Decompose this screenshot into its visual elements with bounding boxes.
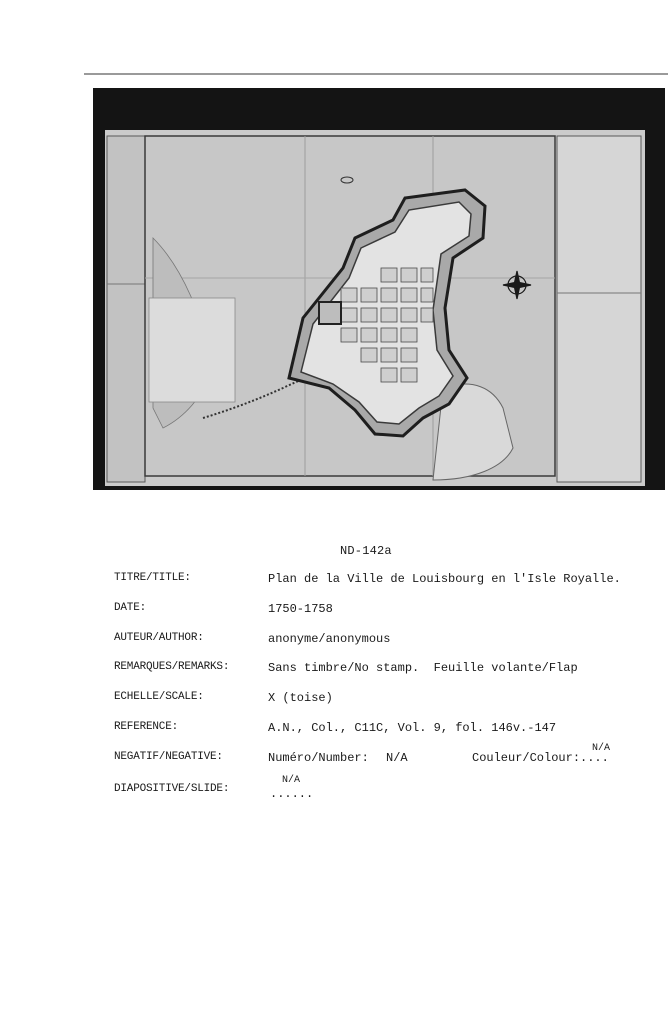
document-code: ND-142a — [340, 544, 392, 558]
field-author — [114, 632, 664, 650]
negative-number-value: N/A — [386, 751, 408, 765]
slide-dots: ...... — [270, 787, 314, 801]
field-value: Plan de la Ville de Louisbourg en l'Isle Royalle. — [268, 572, 621, 586]
field-slide — [114, 775, 664, 801]
field-date — [114, 602, 664, 620]
negative-colour-dots — [580, 743, 611, 765]
field-label: REFERENCE: — [114, 721, 179, 733]
slide-value: N/A — [282, 775, 301, 786]
field-label: NEGATIF/NEGATIVE: — [114, 751, 223, 763]
field-value: anonyme/anonymous — [268, 632, 391, 646]
colour-dots: .... — [580, 751, 609, 765]
field-label: ECHELLE/SCALE: — [114, 691, 204, 703]
negative-number-label: Numéro/Number: — [268, 751, 369, 765]
field-value: A.N., Col., C11C, Vol. 9, fol. 146v.-147 — [268, 721, 557, 735]
field-label: DIAPOSITIVE/SLIDE: — [114, 783, 230, 795]
negative-number — [268, 751, 408, 765]
field-remarks — [114, 661, 664, 679]
field-value: Sans timbre/No stamp. Feuille volante/Flap — [268, 661, 578, 675]
field-label: REMARQUES/REMARKS: — [114, 661, 230, 673]
field-label: TITRE/TITLE: — [114, 572, 191, 584]
top-rule — [84, 73, 668, 75]
field-value: X (toise) — [268, 691, 333, 705]
negative-colour-label: Couleur/Colour: — [472, 751, 581, 765]
field-label: AUTEUR/AUTHOR: — [114, 632, 204, 644]
negative-colour-value: N/A — [592, 743, 611, 754]
map-photograph — [93, 88, 665, 490]
field-scale — [114, 691, 664, 709]
field-title — [114, 572, 664, 590]
negative-colour — [472, 743, 611, 765]
field-reference — [114, 721, 664, 739]
field-value: 1750-1758 — [268, 602, 333, 616]
field-negative — [114, 743, 664, 769]
field-label: DATE: — [114, 602, 147, 614]
